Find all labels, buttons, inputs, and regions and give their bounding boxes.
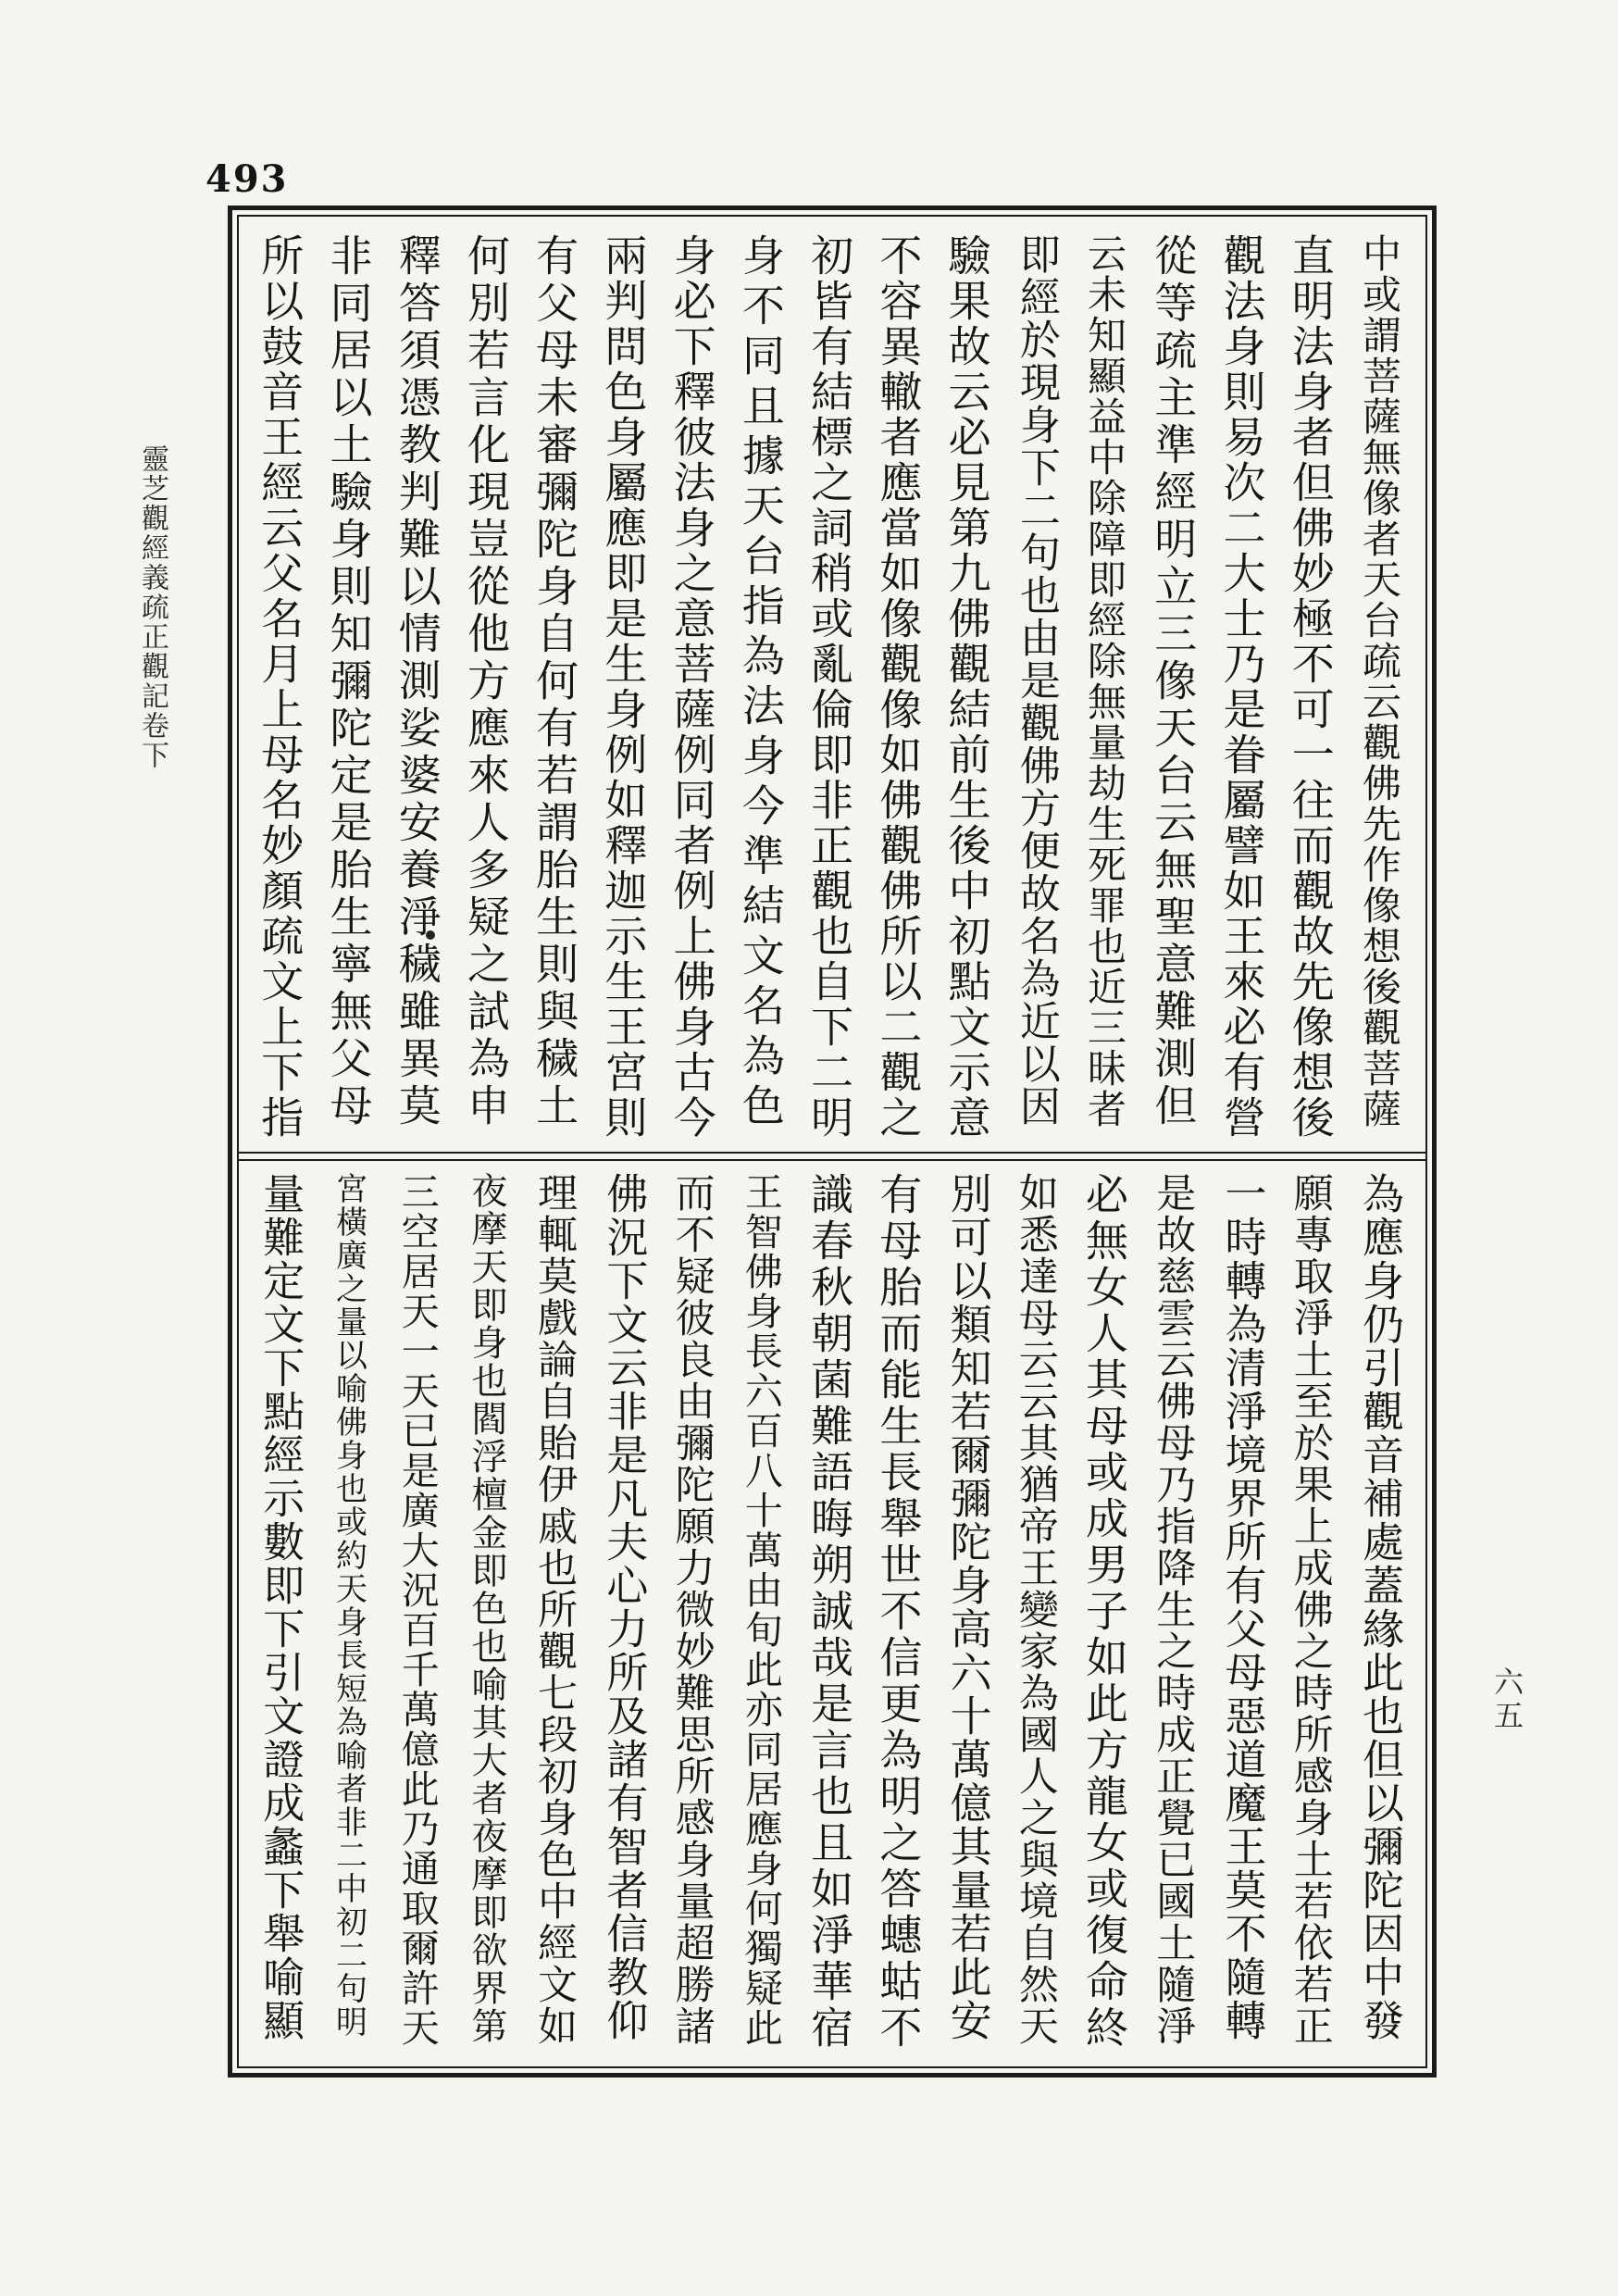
text-column: 初皆有結標之詞稍或亂倫即非正觀也自下二明 [804, 233, 855, 1141]
text-column: 釋答須憑教判難以情測娑婆安養淨穢雖異莫 [392, 233, 442, 1130]
text-column: 一時轉為清淨境界所有父母惡道魔王莫不隨轉 [1217, 1172, 1267, 2042]
leaf-number: 六五 [1489, 1666, 1525, 1733]
text-column: 驗果故云必見第九佛觀結前生後中初點文示意 [941, 233, 992, 1141]
text-column: 而不疑彼良由彌陀願力微妙難思所感身量超勝諸 [668, 1172, 716, 2047]
text-column: 身必下釋彼法身之意菩薩例同者例上佛身古今 [666, 233, 717, 1141]
text-column: 即經於現身下二句也由是觀佛方便故名為近以因 [1012, 233, 1060, 1128]
section-divider-line [237, 1159, 1427, 1161]
page-number: 493 [205, 157, 289, 201]
text-column: 如悉達母云云其猶帝王變家為國人之與境自然天 [1012, 1172, 1059, 2047]
text-column: 夜摩天即身也閻浮檀金即色也喻其大者夜摩即欲界第 [465, 1172, 507, 2045]
text-column: 身不同且據天台指為法身今準結文名為色 [735, 233, 786, 1133]
upper-text-block [248, 233, 1416, 1142]
text-column: 識春秋朝菌難語晦朔誠哉是言也且如淨華宿 [804, 1172, 855, 2052]
text-column: 何別若言化現豈從他方應來人多疑之試為申 [460, 233, 511, 1130]
text-column: 兩判問色身屬應即是生身例如釋迦示生王宮則 [598, 233, 649, 1141]
text-column: 必無女人其母或成男子如此方龍女或復命終 [1079, 1172, 1130, 2052]
text-column: 有父母未審彌陀身自何有若謂胎生則與穢土 [529, 233, 580, 1130]
text-column: 願專取淨土至於果上成佛之時所感身土若依若正 [1287, 1172, 1334, 2047]
text-column: 理輒莫戲論自貽伊戚也所觀七段初身色中經文如 [531, 1172, 579, 2047]
lower-text-block [248, 1172, 1416, 2059]
section-divider-line [237, 1152, 1427, 1154]
text-column: 別可以類知若爾彌陀身高六十萬億其量若此安 [942, 1172, 992, 2042]
text-column: 宮橫廣之量以喻佛身也或約天身長短為喻者非二中初二句明 [330, 1172, 367, 2039]
text-column: 云未知顯益中除障即經除無量劫生死罪也近三昧者 [1082, 233, 1128, 1129]
text-column: 佛況下文云非是凡夫心力所及諸有智者信教仰 [599, 1172, 649, 2042]
text-column: 從等疏主準經明立三像天台云無聖意難測但 [1148, 233, 1199, 1130]
text-column: 不容異轍者應當如像觀像如佛觀佛所以二觀之 [873, 233, 924, 1141]
text-column: 直明法身者但佛妙極不可一往而觀故先像想後 [1285, 233, 1336, 1141]
text-column: 三空居天一天已是廣大況百千萬億此乃通取爾許天 [394, 1172, 440, 2048]
margin-title: 靈芝觀經義疏正觀記卷下 [136, 444, 168, 770]
text-column: 是故慈雲云佛母乃指降生之時成正覺已國土隨淨 [1150, 1172, 1197, 2047]
text-column: 所以鼓音王經云父名月上母名妙顏疏文上下指 [255, 233, 305, 1141]
text-column: 非同居以土驗身則知彌陀定是胎生寧無父母 [323, 233, 374, 1130]
text-column: 中或謂菩薩無像者天台疏云觀佛先作像想後觀菩薩 [1356, 233, 1402, 1129]
text-column: 觀法身則易次二大士乃是眷屬譬如王來必有營 [1216, 233, 1267, 1141]
text-column: 王智佛身長六百八十萬由旬此亦同居應身何獨疑此 [738, 1172, 783, 2048]
text-column: 有母胎而能生長舉世不信更為明之答蟪蛄不 [873, 1172, 924, 2052]
text-column: 量難定文下點經示數即下引文證成蠡下舉喻顯 [255, 1172, 305, 2042]
text-column: 為應身仍引觀音補處蓋緣此也但以彌陀因中發 [1354, 1172, 1404, 2042]
